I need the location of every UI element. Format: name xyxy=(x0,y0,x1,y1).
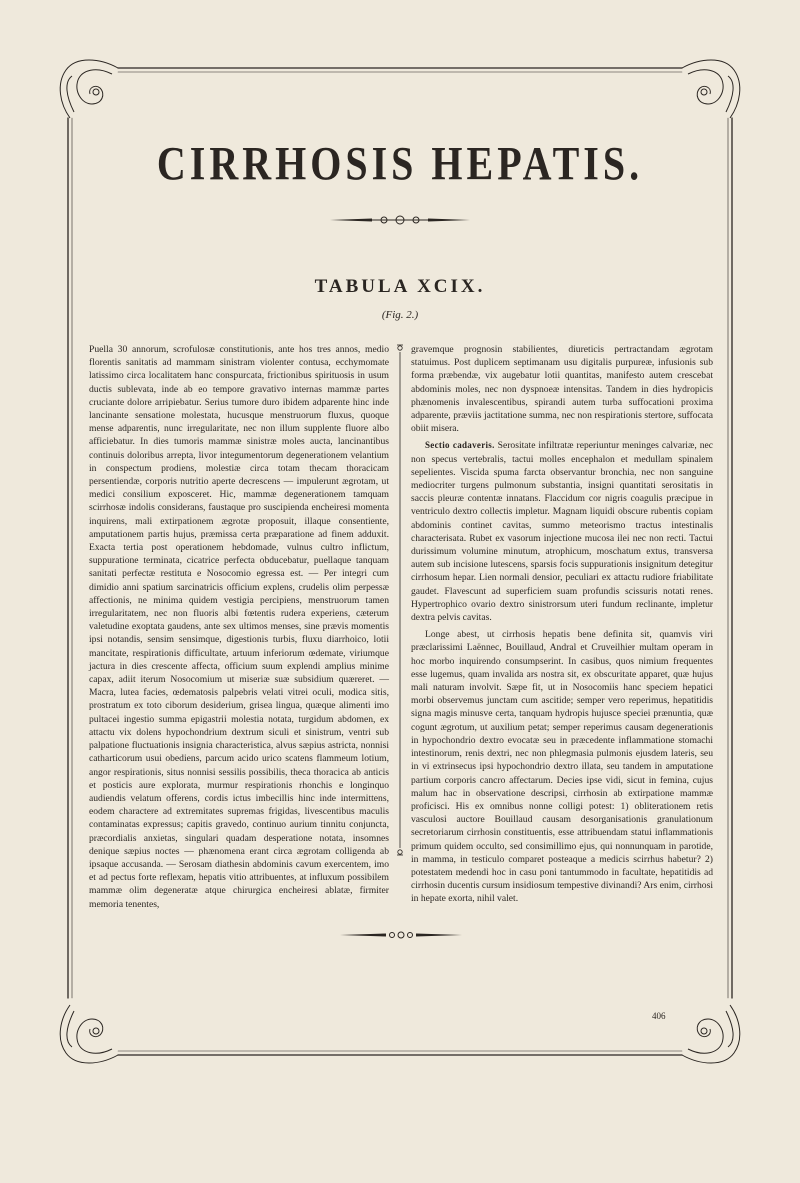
corner-flourish-icon xyxy=(682,60,740,118)
case-history-text: Puella 30 annorum, scrofulosæ constitutionis, ante hos tres annos, medio florentis sanitatis ad mammam sinistram violenter contusa, ecchymomate latissimo circa localitatem hanc conspurcata, frictionibus spirituosis in usum ductis sublevata, inde ab eo tempore gravativo internas mammæ partes cruciante dolore arripiebatur. Serius tumore duro ibidem adparente hinc inde lancinante sensatione molestata, hucusque menstruorum fluxus, quoque mense adparentis, nunc irregularitate, nec non illum supplente fluore albo afficiebatur. In dies tumoris mammæ sinistræ moles aucta, lancinantibus continuis doloribus arrepta, livor integumentorum degenerationem velantium in conspectum prodiens, molestiæ circa totam thecam thoracicam persentiendæ, corporis nutritio aperte decrescens — impulerunt ægrotam, ut medici consilium exposceret. Hic, mammæ degenerationem tamquam scirrhosæ indolis considerans, faustaque pro suscipienda encheiresi momenta inquirens, mali extirpationem ægrotæ proposuit, illaque consentiente, amputationem partis hujus, præmissa certa præparatione ad finem adduxit. Exacta tertia post operationem hebdomade, vulnus cultro inflictum, suppuratione terminata, cicatrice perfecta obducebatur, puellaque tanquam sanitati perfectæ restituta e Nosocomio egressa est. — Per integri cum dimidio anni spatium sarcinatricis officium explens, crudelis olim perpessæ affectionis, ne minima quidem vestigia percipiens, menstruorum tamen irregularitatem, nec non fluoris albi fœtentis rudera experiens, cæterum valetudine exoptata gaudens, ante sex ultimos menses, sine prævis momentis ipsi notandis, sensim sensimque, digestionis turbis, fluxu diarrhoico, lotii mancitate, respirationis difficultate, artuum inferiorum œdemate, viriumque jactura in dies crescente affecta, officium suum explendi amplius minime capax, adiit iterum Nosocomium ut miseriæ suæ subsidium quæreret. — Macra, lutea facies, œdematosis palpebris velati vitrei oculi, modica sitis, prostratum ex toto ciborum desiderium, grisea lingua, quæque alimenti imo pultacei ingestio summa epigastrii molestia notata, turgidum abdomen, ex attactu vix dolens hypochondrium dextrum siculi et sinistrum, ventri sub palpatione fluctuationis insignia characteristica, alvus sæpius astricta, nonnisi catharticorum usui obediens, parcum acido urico scatens flammeum lotium, angor respirationis, situs nonnisi sessilis possibilis, theca thoracica ab anticis et posticis aure explorata, murmur respirationis rhonchis e longinquo audiendis velatum offerens, cordis ictus imbecillis hinc inde intermittens, eodem charactere ad extremitates supremas frigidas, livescentibus maculis contaminatas expressus; capitis gravedo, continuo aurium tinnitu conjuncta, præcordialis anxietas, singulari quadam desperatione notata, insomnes denique sæpius noctes — phænomena erant circa ægrotam colligenda ab ipsaque accusanda. — Serosam diathesin abdominis cavum exercentem, imo et ad pectus forte reflexam, hepatis vitio attribuentes, at influxum possibilem mammæ olim degeneratæ atque chirurgica encheiresi ablatæ, firmiter memoria tenentes, xyxy=(89,344,389,910)
rule-ornament-icon xyxy=(340,932,462,938)
page-title: CIRRHOSIS HEPATIS. xyxy=(156,136,644,191)
corner-flourish-icon xyxy=(682,1005,740,1063)
column-divider-icon xyxy=(397,345,403,855)
page-number: 406 xyxy=(652,1011,666,1021)
corner-flourish-icon xyxy=(60,1005,118,1063)
autopsy-text: Serositate infiltratæ reperiuntur meninges calvariæ, nec non specus vertebralis, tactui molles encephalon et medullam spinalem sepelientes. Viscida spuma farcta observantur bronchia, nec non sanguine mediocriter turgens pulmonum substantia, insigni quantitati serositatis in saccis pleuræ contentæ innatans. Flaccidum cor nigris coagulis præcipue in ventriculo dextro collectis impletur. Magnam liquidi obscure rubentis copiam abdominis continet cavitas, summo meteorismo tractus intestinalis characterisata. Rubet ex vasorum injectione mucosa ilei nec non recti. Tactui durissimum volumine minutum, atrophicum, moschatum extus, transversa autem sub incisione lutescens, sparsis focis suppurationis insignitum detegitur cirrhosum hepar. Lien normali densior, peculiari ex attactu rudiore friabilitate gaudet. Flavescunt ad superficiem suam profundis scissuris notati renes. Hypertrophico ovario dextro sinistrorsum uteri fundum reclinante, impletur dextra pelvis cavitas. xyxy=(411,440,714,624)
right-column xyxy=(411,343,713,906)
discussion-text: Longe abest, ut cirrhosis hepatis bene definita sit, quamvis viri præclarissimi Laënnec, Bouillaud, Andral et Cruveilhier multam operam in hoc morbo inquirendo consumpserint. In casibus, quos nimium frequentes esse lugemus, quam invalida ars nostra sit, ex obscuritate apparet, quæ hujus mali naturam involvit. Sæpe fit, ut in Nosocomiis hanc speciem hepatici morbi observemus junctam cum ascitide; semper vero reperimus, hepatitidis signa magis minusve certa, tanquam hydropis hujusce speciei prænuntia, quæ cogunt ægrotum, ut auxilium petat; semper reperimus causam degenerationis in hypochondrio dextro evocatæ seu in præcedente inflammatione stomachi intestinorum, renis dextri, nec non phlegmasia pulmonis ejusdem lateris, seu in vi extrinsecus ipsi hypochondrio dextro illata, seu tandem in amputatione partium corporis cancro affectarum. Decies ipse vidi, sicut in femina, cujus malum hac in observatione descripsi, cirrhosin ab extirpatione mammæ proficisci. His ex omnibus nonne colligi potest: 1) obliterationem retis vasculosi auctore Bouillaud causam desorganisationis granulationum secretoriarum cirrhosin constituentis, esse attribuendam statui inflammationis primum quidem occulto, sed consimillimo ejus, qui nonnunquam in parotide, in mamma, in testiculo comparet posteaque a medicis scirrhus habetur? 2) potestatem medendi hoc in casu poni tantummodo in facultate, hepatitidis ad cirrhosin ducentis cursum insidiosum tempestive divinandi? Ars enim, cirrhosi in hepate exorta, nihil valet. xyxy=(411,629,713,905)
plate-number: TABULA XCIX. xyxy=(314,276,486,297)
figure-reference: (Fig. 2.) xyxy=(381,309,419,321)
corner-flourish-icon xyxy=(60,60,118,118)
autopsy-paragraph xyxy=(411,439,713,624)
case-conclusion-text: gravemque prognosin stabilientes, diureticis pertractandam ægrotam statuimus. Post duplicem septimanam usu digitalis purpureæ, infusionis sub forma præbendæ, vix augebatur lotii quantitas, manifesto autem crescebat abdominis moles, nec non dyspnoeæ intensitas. Tandem in dies hydropicis phænomenis invalescentibus, spirandi autem turba suffocationi proxima adparente, præviis jactitatione summa, nec non respirationis stertore, suffocata obiit misera. xyxy=(411,344,713,435)
left-column xyxy=(89,343,389,911)
rule-ornament-icon xyxy=(330,216,470,224)
autopsy-label: Sectio cadaveris. xyxy=(425,440,495,451)
